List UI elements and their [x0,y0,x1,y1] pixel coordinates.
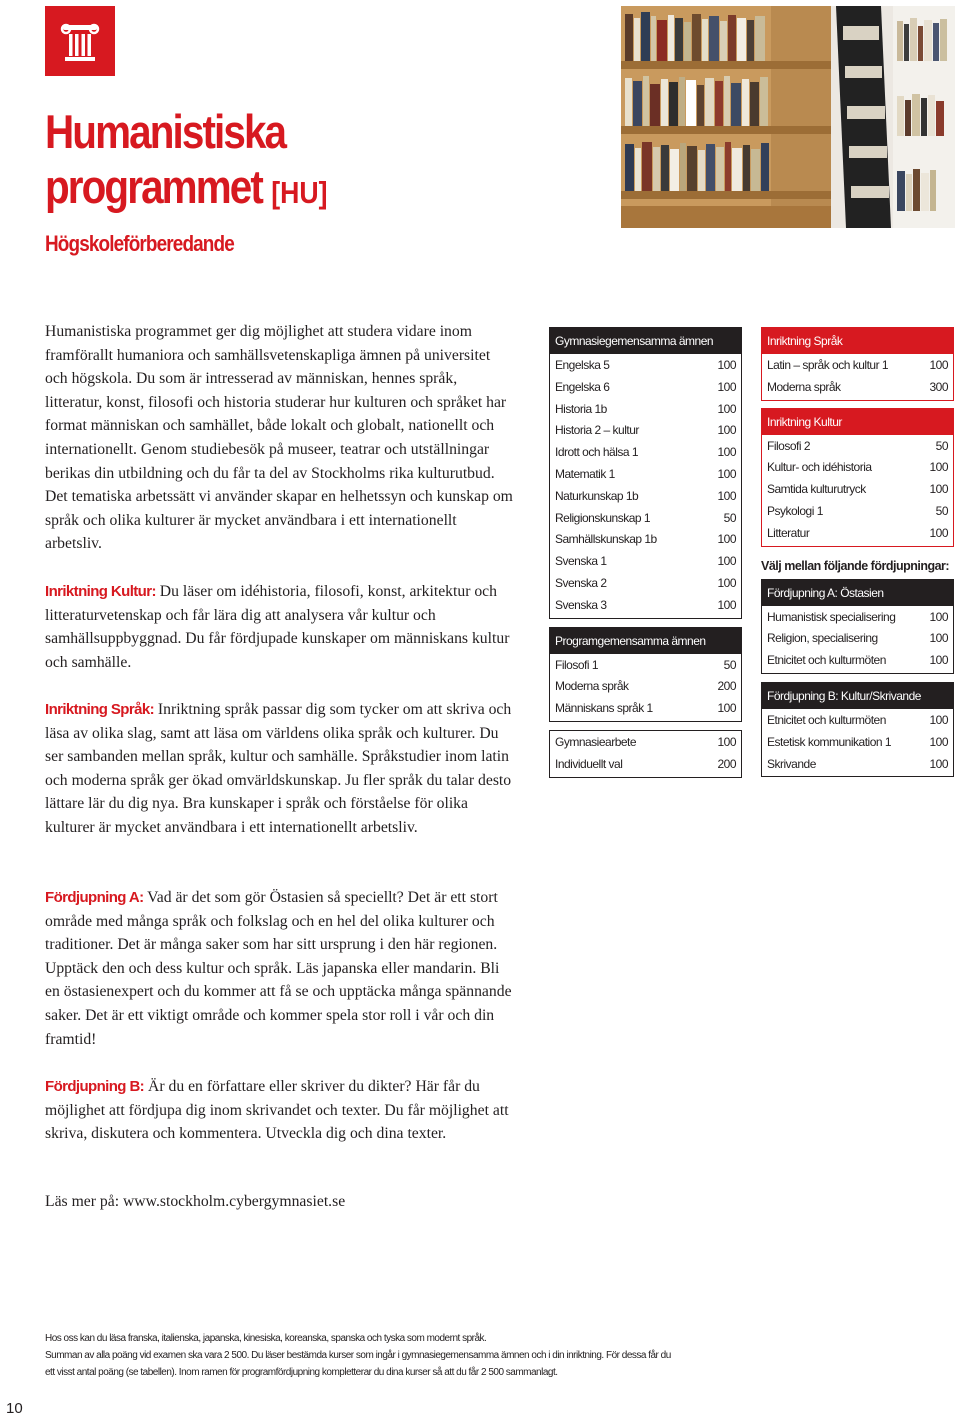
table-row: Historia 2 – kultur 100 [555,423,736,438]
kultur-text: Du läser om idéhistoria, filosofi, konst, arkitektur och litteraturvetenskap och får lära dig att analysera vår kultur och samhällsuppbyggnad. Du får fördjupade kunskaper om människans kultur och samhälle. [45,583,510,671]
table-header: Gymnasiegemensamma ämnen [550,328,741,354]
read-more-link[interactable]: Läs mer på: www.stockholm.cybergymnasiet.se [45,1193,346,1210]
fordjupning-a-text: Vad är det som gör Östasien så speciellt? Det är ett stort område med många språk och folkslag och en hel del olika kulturer och traditioner. Det är många saker som har sitt ursprung i den här regionen. Upptäck den och dess kultur och språk. Läs japanska eller mandarin. Bli en östasienexpert och du kommer att få se och upptäcka många spännande saker. Det är ett viktigt område och kommer spela stor roll i vår och din framtid! [45,889,512,1048]
table-row: Samtida kulturutryck 100 [767,482,948,497]
table-row: Latin – språk och kultur 1 100 [767,358,948,372]
table-row: Litteratur 100 [767,525,948,540]
kultur-lead: Inriktning Kultur: [45,583,156,600]
footnote-line: ett visst antal poäng (se tabellen). Inom ramen för programfördjupning kompletterar du dina kurser så att du får 2 500 sammanlagt. [45,1367,558,1378]
sprak-lead: Inriktning Språk: [45,701,154,718]
fordjupning-b-text: Är du en författare eller skriver du dikter? Här får du möjlighet att fördjupa dig inom skrivandet och texter. Du får möjlighet att skriva, diskutera och kommentera. Utveckla dig och dina texter. [45,1078,509,1143]
table-row: Svenska 2 100 [555,575,736,590]
table-row: Gymnasiearbete 100 [555,734,736,749]
table-header: Fördjupning A: Östasien [762,580,953,606]
kultur-paragraph [45,580,515,674]
intro-paragraph: Humanistiska programmet ger dig möjlighet att studera vidare inom framförallt humaniora och samhällsvetenskapliga ämnen på universitet och högskola. Du som är intresserad av människan, hennes språk, litteratur, konst, filosofi och historia studerar hur kulturen och språket har format människan och samhället, både lokalt och globalt, nationellt och internationellt. Genom studiebesök på museer, teatrar och utställningar berikas din utbildning och du får ta del av Stockholms rika kulturutbud. Det tematiska arbetssätt vi använder skapar en helhetssyn och kunskap om språk och olika kulturer är mycket användbara i ett internationellt arbetsliv. [45,323,513,553]
inriktning-sprak-table [761,327,954,401]
footnote-line: Summan av alla poäng vid examen ska vara 2 500. Du läser bestämda kurser som ingår i gymnasiegemensamma ämnen och i din inriktning. För dessa får du [45,1350,671,1361]
fordjupning-b-paragraph [45,1075,515,1146]
column-pillar-icon [45,6,115,76]
footnote-line: Hos oss kan du läsa franska, italienska, japanska, kinesiska, koreanska, spanska och tyska som modernt språk. [45,1333,487,1344]
table-row: Religionskunskap 1 50 [555,510,736,525]
title-line-1: Humanistiska [45,105,286,158]
table-row: Filosofi 2 50 [767,438,948,453]
table-row: Etnicitet och kulturmöten 100 [767,653,948,668]
table-row: Moderna språk 200 [555,679,736,694]
footnote [45,1330,685,1381]
table-row: Engelska 5 100 [555,358,736,372]
choose-fordjupning-label: Välj mellan följande fördjupningar: [761,558,950,573]
table-header: Inriktning Språk [762,328,953,354]
table-row: Religion, specialisering 100 [767,631,948,646]
table-row: Filosofi 1 50 [555,657,736,672]
fordjupning-b-lead: Fördjupning B: [45,1078,145,1095]
table-row: Etnicitet och kulturmöten 100 [767,712,948,727]
table-row: Samhällskunskap 1b 100 [555,532,736,547]
table-header: Programgemensamma ämnen [550,628,741,654]
page-subtitle: Högskoleförberedande [45,231,234,256]
gymnasiearbete-table [549,730,742,778]
bookshelf-photo [621,6,955,228]
table-row: Moderna språk 300 [767,379,948,394]
fordjupning-b-table [761,682,954,777]
school-logo [45,6,115,76]
programgemensamma-table [549,627,742,722]
table-row: Estetisk kommunikation 1 100 [767,734,948,749]
table-row: Människans språk 1 100 [555,701,736,716]
program-code: [HU] [271,175,328,210]
fordjupning-a-lead: Fördjupning A: [45,889,144,906]
table-row: Naturkunskap 1b 100 [555,488,736,503]
table-header: Fördjupning B: Kultur/Skrivande [762,683,953,709]
table-row: Historia 1b 100 [555,401,736,416]
page-number: 10 [6,1400,23,1417]
table-row: Kultur- och idéhistoria 100 [767,460,948,475]
table-header: Inriktning Kultur [762,409,953,435]
gymnasiegemensamma-table [549,327,742,619]
fordjupning-a-table [761,579,954,674]
table-row: Matematik 1 100 [555,466,736,481]
table-row: Engelska 6 100 [555,379,736,394]
table-row: Idrott och hälsa 1 100 [555,445,736,460]
courses-middle-column [549,327,742,778]
courses-right-column [761,327,954,777]
fordjupning-a-paragraph [45,886,515,1051]
page-title [45,104,328,220]
table-row: Psykologi 1 50 [767,503,948,518]
title-line-2: programmet [HU] [45,160,328,213]
table-row: Svenska 3 100 [555,597,736,612]
table-row: Skrivande 100 [767,756,948,771]
table-row: Individuellt val 200 [555,756,736,771]
sprak-text: Inriktning språk passar dig som tycker om att skriva och läsa av olika slag, samt att läsa om världens olika språk och kulturer. Du ser sambanden mellan språk, kultur och samhälle. Språkstudier inom latin och moderna språk ger ökad omvärldskunskap. Ju fler språk du talar desto lättare lär du dig nya. Bra kunskaper i språk och förståelse för olika kulturer är mycket användbara i ett internationellt arbetsliv. [45,701,512,836]
inriktning-kultur-table [761,408,954,547]
table-row: Humanistisk specialisering 100 [767,609,948,624]
table-row: Svenska 1 100 [555,554,736,569]
sprak-paragraph [45,698,515,840]
